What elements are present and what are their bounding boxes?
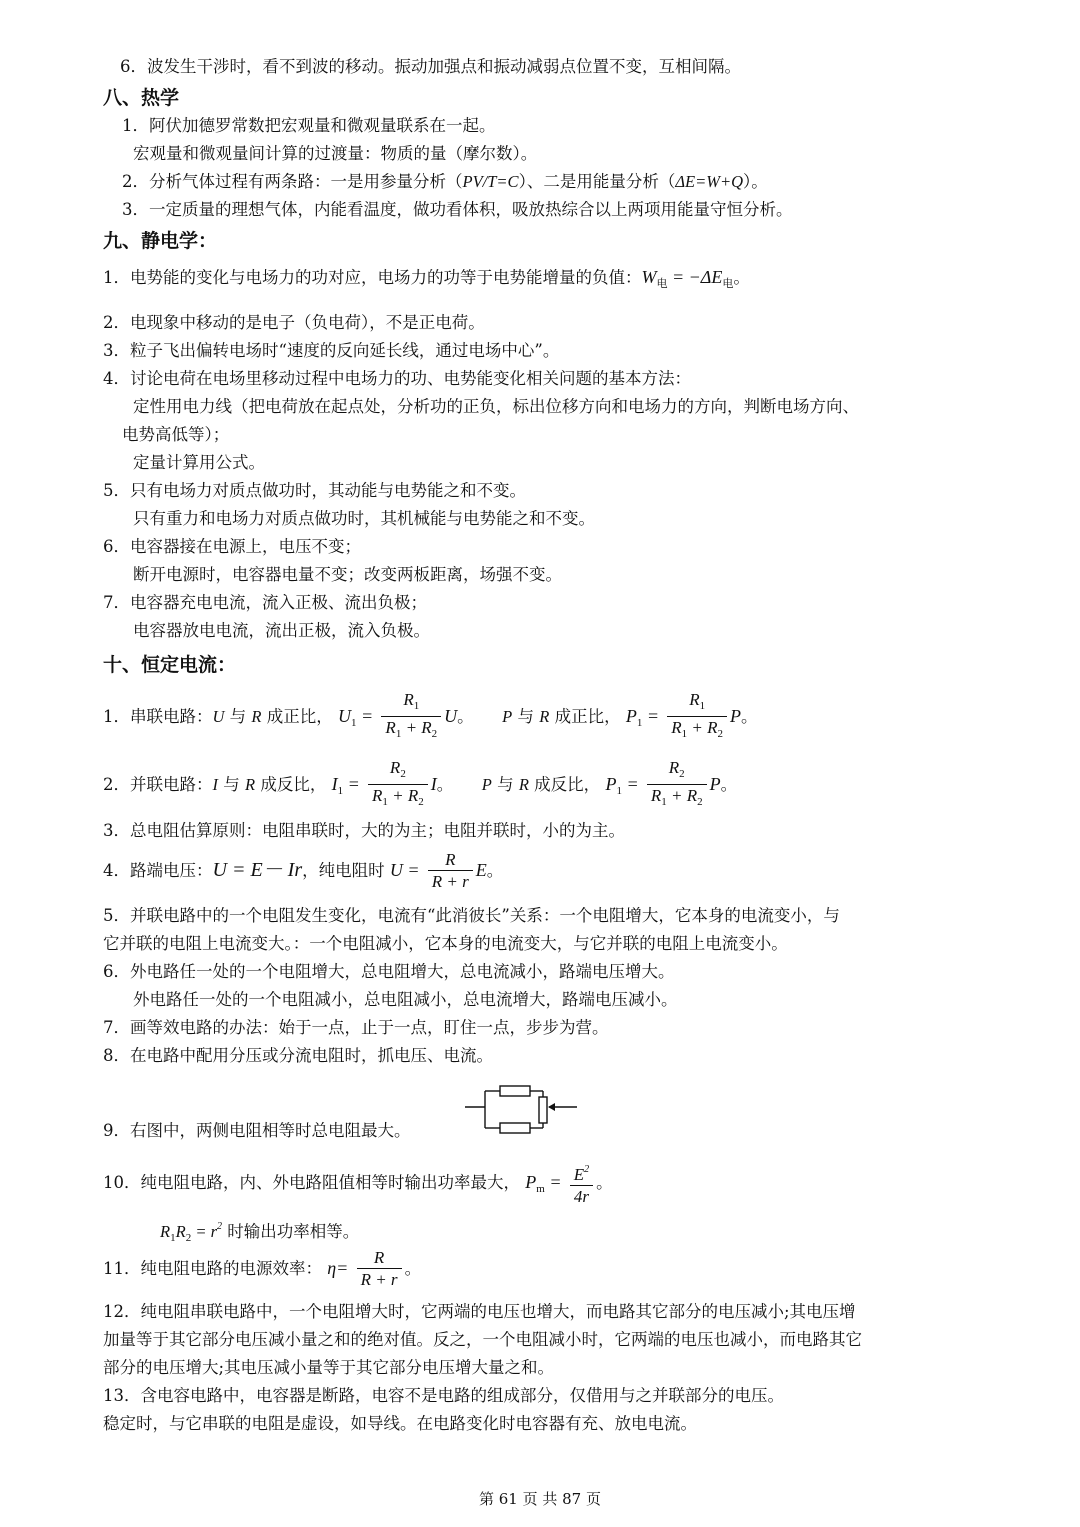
- formula-pvt: PV/T=C: [462, 172, 519, 191]
- electro-1-text: 1．电势能的变化与电场力的功对应，电场力的功等于电势能增量的负值：: [103, 268, 642, 287]
- formula-u1: $U_1$ =: [338, 706, 374, 729]
- electro-item-6: 6．电容器接在电源上，电压不变；: [103, 537, 361, 556]
- current-item-5b: 它并联的电阻上电流变大。：一个电阻减小，它本身的电流变大，与它并联的电阻上电流变小。: [103, 934, 788, 953]
- electro-item-2: 2．电现象中移动的是电子（负电荷），不是正电荷。: [103, 313, 485, 332]
- formula-energy: ΔE=W+Q: [675, 172, 744, 191]
- current-item-10: 10．纯电阻电路，内、外电路阻值相等时输出功率最大， $P_m$ = $\frac{E^2}{4r}$ 。: [103, 1158, 613, 1213]
- current-item-3: 3．总电阻估算原则：电阻串联时，大的为主；电阻并联时，小的为主。: [103, 821, 625, 840]
- section-heading-current: 十、恒定电流：: [103, 654, 237, 676]
- thermal-2-mid: ）、二是用能量分析（: [518, 172, 676, 191]
- word-yu: 与: [224, 707, 252, 726]
- formula-u-tail: U: [444, 706, 458, 726]
- electro-item-5b: 只有重力和电场力对质点做功时，其机械能与电势能之和不变。: [133, 509, 595, 528]
- current-item-1: 1．串联电路：U 与 R 成正比， $U_1$ = $\frac{R_1}{R_1 + R_2}$ U。 P 与 R 成正比， $P_1$ = $\frac{R_1}{R_1 + R_2}$ P。: [103, 690, 758, 747]
- current-item-13: 13．含电容电路中，电容器是断路，电容不是电路的组成部分，仅借用与之并联部分的电压。: [103, 1386, 784, 1405]
- electro-item-3: 3．粒子飞出偏转电场时“速度的反向延长线，通过电场中心”。: [103, 341, 560, 360]
- fraction-series-u: $\frac{R_1}{R_1 + R_2}$: [381, 690, 441, 745]
- var-u: U: [212, 707, 225, 726]
- current-1-pre: 1．串联电路：: [103, 707, 213, 726]
- formula-delta-e: = −ΔE: [667, 267, 723, 287]
- thermal-2-post: ）。: [743, 172, 768, 191]
- current-item-2: 2．并联电路：I 与 R 成反比， $I_1$ = $\frac{R_2}{R_1 + R_2}$ I。 P 与 R 成反比， $P_1$ = $\frac{R_2}{R_1 + R_2}$ P。: [103, 758, 737, 815]
- current-item-12b: 加量等于其它部分电压减小量之和的绝对值。反之，一个电阻减小时，它两端的电压也减小，而电路其它: [103, 1330, 862, 1349]
- formula-w-sub: 电: [656, 277, 668, 290]
- fraction-terminal: $\frac{R}{R + r}$: [428, 850, 473, 893]
- fraction-parallel-i: $\frac{R_2}{R_1 + R_2}$: [368, 758, 428, 813]
- fraction-parallel-p: $\frac{R_2}{R_1 + R_2}$: [647, 758, 707, 813]
- formula-p1: $P_1$ =: [625, 706, 660, 729]
- rheostat: [539, 1097, 547, 1123]
- current-item-5a: 5．并联电路中的一个电阻发生变化，电流有“此消彼长”关系：一个电阻增大，它本身的电流变小，与: [103, 906, 840, 925]
- formula-eta: η=: [327, 1258, 349, 1278]
- formula-w: W: [641, 267, 657, 287]
- electro-item-4: 4．讨论电荷在电场里移动过程中电场力的功、电势能变化相关问题的基本方法：: [103, 369, 691, 388]
- formula-p1-parallel: $P_1$ =: [605, 774, 639, 797]
- thermal-item-1b: 宏观量和微观量间计算的过渡量：物质的量（摩尔数）。: [133, 144, 538, 163]
- current-11-text: 11．纯电阻电路的电源效率：: [103, 1259, 322, 1278]
- current-item-12a: 12．纯电阻串联电路中，一个电阻增大时，它两端的电压也增大，而电路其它部分的电压减小;其电压增: [103, 1302, 856, 1321]
- electro-item-7: 7．电容器充电电流，流入正极、流出负极；: [103, 593, 427, 612]
- section-heading-electrostatics: 九、静电学：: [103, 230, 218, 252]
- circuit-diagram: [465, 1083, 580, 1138]
- formula-pm: $P_m$ =: [525, 1172, 562, 1195]
- current-item-12c: 部分的电压增大;其电压减小量等于其它部分电压增大量之和。: [103, 1358, 555, 1377]
- current-item-8: 8．在电路中配用分压或分流电阻时，抓电压、电流。: [103, 1046, 493, 1065]
- fraction-series-p: $\frac{R_1}{R_1 + R_2}$: [667, 690, 727, 745]
- electro-item-1: [103, 266, 750, 295]
- current-item-11: 11．纯电阻电路的电源效率： η= $\frac{R}{R + r}$ 。: [103, 1248, 422, 1289]
- section-heading-thermal: 八、热学: [103, 87, 180, 109]
- formula-e-sub: 电: [722, 277, 734, 290]
- current-item-6b: 外电路任一处的一个电阻减小，总电阻减小，总电流增大，路端电压减小。: [133, 990, 678, 1009]
- thermal-item-1: 1．阿伏加德罗常数把宏观量和微观量联系在一起。: [122, 116, 496, 135]
- current-4-mid: ，纯电阻时: [302, 861, 385, 880]
- electro-item-7b: 电容器放电电流，流出正极，流入负极。: [133, 621, 430, 640]
- electro-item-4b: 定性用电力线（把电荷放在起点处，分析功的正负，标出位移方向和电场力的方向，判断电场方向、: [133, 397, 859, 416]
- current-2-pre: 2．并联电路：: [103, 775, 213, 794]
- current-10-text: 10．纯电阻电路，内、外电路阻值相等时输出功率最大，: [103, 1173, 520, 1192]
- formula-terminal-voltage: U = E－ Ir: [212, 859, 303, 881]
- electro-item-4d: 定量计算用公式。: [133, 453, 265, 472]
- electro-1-post: 。: [733, 268, 750, 287]
- var-p: P: [502, 707, 513, 726]
- current-2-rel: 成反比，: [255, 775, 327, 794]
- fraction-max-power: $\frac{E^2}{4r}$: [570, 1160, 593, 1208]
- current-item-13b: 稳定时，与它串联的电阻是虚设，如导线。在电路变化时电容器有充、放电电流。: [103, 1414, 697, 1433]
- thermal-item-3: 3．一定质量的理想气体，内能看温度，做功看体积，吸放热综合以上两项用能量守恒分析。: [122, 200, 793, 219]
- current-item-9: 9．右图中，两侧电阻相等时总电阻最大。: [103, 1121, 411, 1140]
- current-10b-post: 时输出功率相等。: [222, 1222, 360, 1241]
- formula-r1r2: $R_1R_2 = r^2$: [160, 1221, 222, 1244]
- resistor-top: [500, 1086, 530, 1096]
- resistor-bottom: [500, 1123, 530, 1133]
- electro-item-4c: 电势高低等）；: [122, 425, 230, 444]
- wave-item-6: 6．波发生干涉时，看不到波的移动。振动加强点和振动减弱点位置不变，互相间隔。: [120, 57, 741, 76]
- current-4-pre: 4．路端电压：: [103, 861, 213, 880]
- formula-i1: $I_1$ =: [331, 774, 360, 797]
- fraction-efficiency: $\frac{R}{R + r}$: [357, 1248, 402, 1291]
- current-1-rel: 成正比，: [261, 707, 333, 726]
- current-item-7: 7．画等效电路的办法：始于一点，止于一点，盯住一点，步步为营。: [103, 1018, 609, 1037]
- current-item-6: 6．外电路任一处的一个电阻增大，总电阻增大，总电流减小，路端电压增大。: [103, 962, 675, 981]
- current-item-4: 4．路端电压：U = E－ Ir，纯电阻时 U = $\frac{R}{R + r}$ E。: [103, 850, 504, 891]
- var-i: I: [212, 775, 218, 794]
- electro-item-6b: 断开电源时，电容器电量不变；改变两板距离，场强不变。: [133, 565, 562, 584]
- electro-item-5: 5．只有电场力对质点做功时，其动能与电势能之和不变。: [103, 481, 526, 500]
- formula-u-eq: U =: [389, 860, 420, 880]
- page-footer: 第 61 页 共 87 页: [478, 1490, 601, 1508]
- thermal-item-2: [122, 171, 768, 193]
- thermal-2-pre: 2．分析气体过程有两条路：一是用参量分析（: [122, 172, 463, 191]
- var-r: R: [251, 707, 262, 726]
